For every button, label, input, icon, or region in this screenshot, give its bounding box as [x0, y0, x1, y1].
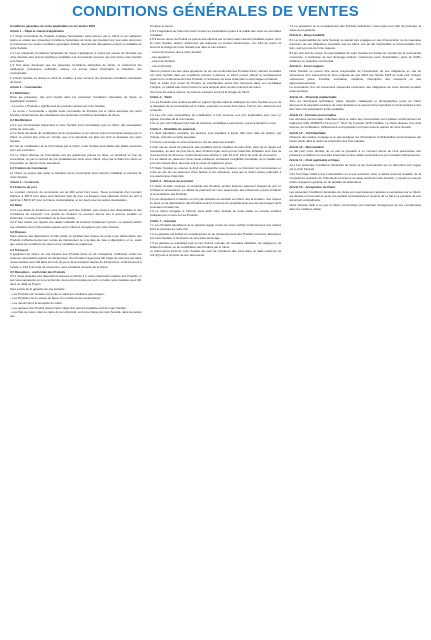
paragraph: – Le terme « Commande » signifie toute commande de Produits par le Client acceptée par notre Société conformément aux stipulations des présentes Conditions Générales de Vente. [10, 108, 142, 117]
section-heading: Article 15 – Acceptation du Client [289, 185, 336, 190]
paragraph: 3.2.1 Les délais de livraison ne sont donnés qu'à titre indicatif, sous réserve des disponibilités et des contraintes de transport. Les retards de livraison ne peuvent donner lieu à aucune pénalité ou indemnité, ni motiver l'annulation de la Commande. [10, 207, 142, 220]
section-heading: 3.1 Francos de port [10, 185, 37, 190]
paragraph: – Les Produits mis en œuvre de façon non conforme aux prescriptions ; [10, 296, 102, 301]
paragraph: 4.3 Les prix sont indiqués hors frais de transport, emballage et assurance, qui sont facturés en sus. [149, 121, 277, 126]
paragraph: 14.2 Tout litige relatif à leur interprétation ou à leur exécution sera, à défaut d'accord amiable, de la compétence exclusive du Tribunal de commerce du siège social de notre Société, y compris en cas de référé, d'appel en garantie ou de pluralité de défendeurs. [289, 171, 421, 184]
section-heading: Article 8 – Responsabilité [289, 33, 325, 38]
section-heading: Article 6 – Réserve de propriété [149, 179, 194, 184]
paragraph: 5.2 Aucun escompte ne sera consenti en cas de paiement anticipé. [149, 139, 236, 144]
paragraph: 7.3 La garantie ne s'applique pas en cas d'usure normale, de mauvaise utilisation, de négligence, de défaut d'entretien ou de modification des Produits par le Client. [149, 240, 282, 249]
column-2 [150, 24, 282, 636]
section-heading: 3.3 Risques [10, 229, 27, 234]
paragraph: 1.3 Tout autre document que les présentes Conditions Générales de Vente, et notamment les catalogues, prospectus, publicités, notices, n'a qu'une valeur informative et indicative, non contractuelle. [10, 63, 142, 76]
paragraph: 8.1 La responsabilité de notre Société ne saurait être engagée en cas d'inexécution ou de mauvaise exécution de ses obligations imputable soit au Client, soit au fait imprévisible et insurmontable d'un tiers, soit à un cas de force majeure. [289, 37, 421, 51]
paragraph: – non-conformité. [149, 63, 173, 68]
text-columns [10, 24, 421, 636]
paragraph: – Les Produits non stockés sur le site ou dans les conditions préconisées ; [10, 291, 106, 296]
section-heading: 3.4 Transport [10, 247, 29, 252]
section-heading: Article 7 – Garantie [149, 218, 177, 223]
section-heading: 2.3 Création de Commande [10, 165, 48, 170]
section-heading: 2.1 Définitions [10, 90, 30, 95]
section-heading: Article 5 – Modalités de paiement [149, 126, 196, 131]
paragraph: 7.4 La réparation ou le remplacement des Produits défectueux n'aura pas pour effet de prolonger la durée de la garantie. [289, 24, 421, 33]
paragraph: D'origine et sauvé. [149, 24, 174, 28]
paragraph: – Les reprises d'un Produit doivent faire l'objet d'un accord préalable écrit de notre Société. [10, 305, 127, 310]
paragraph: Le Client devra informer notre Société par écrit de l'existence des vices dans un délai maximum de huit (8) jours à compter de leur découverte. [149, 249, 282, 258]
section-heading: Article 12 – Confidentialité [289, 130, 326, 135]
paragraph: – vice apparent ; [149, 54, 172, 59]
paragraph: 5.1 Sauf stipulation contraire, les factures sont payables à trente (30) jours date de facture, par chèque, virement ou traite acceptée. [149, 131, 282, 140]
section-heading: Article 9 – Force majeure [289, 63, 324, 68]
paragraph: – Le terme « Produits » signifie tous les produits vendus par notre Société. [10, 103, 106, 108]
section-heading: Article 13 – Renonciation [289, 144, 324, 149]
section-heading: 3.5 Réception – conformité des Produits [10, 269, 66, 274]
paragraph: 6.2 Les dispositions ci-dessus ne font pas obstacle au transfert au Client, dès la livraison, des risques de perte ou de détérioration des Produits soumis à réserve de propriété ainsi que des dommages qu'ils pourraient occasionner. [149, 196, 282, 209]
paragraph: 1.1 Toute Commande de Produits implique l'acceptation sans réserve par le Client et son adhésion pleine et entière aux présentes Conditions Générales de Vente qui prévalent sur tout autre document et notamment sur toutes conditions générales d'achat, sauf accord dérogatoire exprès et préalable de notre Société. [10, 33, 142, 51]
paragraph: 5.5 Notre Société se réserve le droit de suspendre toute livraison ou d'annuler les Commandes en cours en cas de non-paiement d'une facture à son échéance, sans que le Client puisse prétendre à une quelconque indemnité. [149, 165, 282, 179]
paragraph: 8.2 En tout état de cause, la responsabilité de notre Société est limitée au montant de la Commande concernée, à l'exclusion de tout dommage indirect, notamment perte d'exploitation, perte de chiffre d'affaires ou préjudice commercial. [289, 50, 421, 63]
paragraph: Le Client ne pourra pas céder le bénéfice d'une Commande sans l'accord préalable et express de notre Société. [10, 170, 142, 179]
paragraph: La survenance d'un tel événement suspendra l'exécution des obligations de notre Société pendant toute sa durée. [289, 85, 421, 94]
paragraph: 7.2 La garantie est limitée au remplacement ou au remboursement des Produits reconnus défectueux par notre Société, à l'exclusion de tout autre dommage. [149, 232, 282, 241]
paragraph: 2.2.1 Les Commandes transmises à notre Société sont irrévocables pour le Client, dès acceptation écrite de notre part. [10, 122, 142, 131]
effective-date-heading: Conditions générales de vente applicables au 1er janvier 2024 [10, 24, 96, 28]
paragraph: – erreur de livraison due à notre Société ; [149, 50, 203, 55]
paragraph: Notre Société ne pourra être tenue responsable de l'inexécution de ses obligations en cas de survenance d'un événement de force majeure tel que défini par l'article 1218 du code civil, incluant notamment grève, incendie, inondation, épidémie, interruption des transports ou des approvisionnements. [289, 68, 421, 85]
paragraph: En cas de modification de la Commande par le Client, notre Société sera déliée des délais convenus pour son exécution. [10, 143, 142, 152]
paragraph: Dans le cadre d'un retour de Produit, la marchandise devra être retournée dans son emballage d'origine, en parfait état. Aucun retour ne sera accepté sans numéro d'accord de retour. [149, 81, 282, 90]
paragraph: Les présentes Conditions Générales de Vente sont expressément agréées et acceptées par le Client, qui déclare et reconnaît en avoir une parfaite connaissance et renonce de ce fait à se prévaloir de tout document contradictoire. [289, 189, 421, 202]
section-heading: Article 11 – Données personnelles [289, 112, 337, 117]
paragraph: 1.4 Notre Société se réserve le droit de modifier, à tout moment, les présentes Conditions Générales de Vente. [10, 76, 142, 85]
paragraph: – Les retours fait à la demande du Client ; [10, 301, 64, 306]
column-1 [10, 24, 142, 636]
paragraph: 4.1 Les Produits sont vendus au tarif en vigueur figurant dans le catalogue de notre Société au jour de la passation de la Commande par le Client, exprimés en euros hors taxes, TVA en sus, départ de nos entrepôts. [149, 99, 282, 113]
paragraph: Le fait pour notre Société de ne pas se prévaloir à un moment donné de l'une quelconque des présentes conditions ne peut être interprété comme valant renonciation à s'en prévaloir ultérieurement. [289, 149, 421, 158]
paragraph: Dans les présentes, tels qu'il résulte dans les présentes Conditions Générales de Vente, la signification suivante : [10, 95, 142, 104]
paragraph: Tous les documents techniques, plans, dessins, catalogues et photographies remis au Client demeurent la propriété exclusive de notre Société et ne peuvent être reproduits ni communiqués à des tiers sans son autorisation écrite préalable. [289, 99, 421, 112]
paragraph: 14.1 Les présentes Conditions Générales de Vente et les Commandes qui en découlent sont régies par le droit français. [289, 163, 421, 172]
paragraph: – Les frais de retour, dans le cadre de la conformité, sont à la charge de notre Société, dans les autres cas. [10, 310, 142, 319]
paragraph: 4.2 Les prix sont susceptibles de modification à tout moment. Les prix applicables sont ceux en vigueur à la date de la Commande. [149, 112, 282, 121]
page-title: CONDITIONS GÉNÉRALES DE VENTES [72, 3, 359, 20]
paragraph: 6.3 Le Client s'engage à informer sans délai notre Société de toute saisie ou mesure similaire pratiquée par un tiers sur les Produits. [149, 209, 282, 218]
paragraph: 3.2.2 Tout retard, par rapport aux délais indicatifs de livraison initialement prévus, ne saurait justifier une résiliation de la Commande passée par le Client et enregistrée par notre Société. [10, 220, 142, 229]
paragraph: 1.2 Les présentes Conditions Générales de Vente s'appliquent à toutes les ventes de Produits par notre Société sauf accord spécifique préalable à la Commande convenu par écrit entre notre Société et le Client. [10, 50, 142, 63]
paragraph: Pour tous les autres retours, les frais de transport seront à la charge du Client. [149, 90, 250, 95]
section-heading: 3.2 Délai [10, 203, 22, 208]
paragraph: 3.5.3 Aucun retour de Produit ne pourra être effectué par le Client sans l'accord préalable exprès, écrit, de notre Société, obtenu notamment par télécopie ou courrier électronique. Les frais de retour ne seront à la charge de notre Société que dans le cas suivant : [149, 37, 282, 50]
paragraph: 3.5.1 Sans préjudice des dispositions prévues à l'article 3.4, toute réclamation relative aux Produits, ni aux vices apparents ou non-conformité, devra être formulée par écrit, en lettre recommandée avec AR, dans un délai de 8 jours. [10, 274, 142, 287]
section-heading: Article 4 – Tarifs [149, 95, 172, 100]
paragraph: Sont exclus de la garantie les cas suivants : [10, 287, 67, 292]
paragraph: Notre Société veille à ce que le Client communique tout éventuel changement de ses coordonnées dans les meilleurs délais. [289, 202, 421, 211]
paragraph: 5.4 Le défaut de paiement d'une seule échéance entraînera l'exigibilité immédiate de la totalité des sommes restant dues, quel que soit le mode de règlement prévu. [149, 157, 282, 166]
paragraph: 5.3 En cas de retard de paiement, des pénalités seront exigibles de plein droit, sans qu'un rappel soit nécessaire, au taux de trois fois le taux d'intérêt légal, ainsi qu'une indemnité forfaitaire pour frais de recouvrement de 40 euros, conformément aux articles L. 441-10 et D. 441-5 du code de commerce. [149, 144, 282, 157]
paragraph: Dans le présent cas des vices apparents ou de non-conformité des Produits livrés, dûment constatés par notre Société dans les conditions prévues ci-dessus, le Client pourra obtenir le remplacement gratuit ou le remboursement des Produits, à l'exclusion de toute indemnité ou dommages et intérêts. [149, 68, 282, 81]
paragraph: 2.2.2 Toute demande de modification de la composition ou du volume d'une Commande passée par un Client ne pourra être prise en compte que si la demande est faite par écrit et acceptée par notre Société. [10, 131, 142, 144]
paragraph: 6.1 Notre Société conserve la propriété des Produits vendus jusqu'au paiement intégral du prix en principal et accessoires. Le défaut de paiement de l'une quelconque des échéances pourra entraîner la revendication des Produits. [149, 183, 282, 197]
section-heading: Article 14 – Droit applicable et litiges [289, 158, 340, 163]
paragraph: Les données personnelles collectées dans le cadre des Commandes sont traitées conformément au règlement (UE) 2016/679 et à la loi n° 78-17 du 6 janvier 1978 modifiée. Le Client dispose d'un droit d'accès, de rectification, d'effacement et d'opposition qu'il peut exercer auprès de notre Société. [289, 117, 421, 130]
paragraph: – erreur de livraison [149, 59, 176, 64]
paragraph: 3.5.2 Il appartient au Client de fournir toutes les justifications quant à la réalité des vices ou anomalies constatés. [149, 28, 282, 37]
section-heading: 2.2 Modification [10, 117, 32, 122]
section-heading: Article 2 – Commandes [10, 85, 42, 90]
paragraph: Sous réserve des dispositions d'ordre public, le transfert des risques de perte et de détérioration des Produits s'effectuera dès leur remise au transporteur ou à la date de mise à disposition, et ce, quels que soient les conditions de vente et les modalités de règlement. [10, 234, 142, 247]
section-heading: Article 1 – Objet et champ d'application [10, 29, 65, 34]
section-heading: Article 10 – Propriété intellectuelle [289, 94, 337, 99]
column-3 [289, 24, 421, 636]
paragraph: 2.3 Le Client effectue sa Commande soit via plateforme prévue en ligne, en émettant un bon de commande, ou par un accord de prix préalablement émis via le Client, et/ou par le biais d'un devis ou proposition en rapport d'une assurance. [10, 152, 142, 165]
paragraph: 7.1 Les Produits bénéficient de la garantie légale contre les vices cachés conformément aux articles 1641 et suivants du code civil. [149, 223, 282, 232]
paragraph: Chacune des parties s'engage à ne pas divulguer les informations confidentielles communiquées par l'autre partie dans le cadre de l'exécution des Commandes. [289, 135, 421, 144]
paragraph: Le montant minimum de commande est de 400 euros hors taxes. Toute commande d'un montant inférieur à 400 € hors taxes sera facturée frais de port. La livraison sera effectuée franco de port à partir de 1 500 € HT pour la France métropolitaine, et sur devis pour les autres destinations. [10, 189, 142, 202]
section-heading: Article 3 – Livraisons [10, 179, 40, 184]
paragraph: Il appartient au Client, en cas d'avarie des Produits livrés ou de manquants, d'effectuer toutes les réserves nécessaires auprès du transporteur. Tout Produit n'ayant pas fait l'objet de réserves par lettre recommandée avec AR dans les trois (3) jours de la réception auprès du transporteur, conformément à l'article L. 133-3 du code de commerce, sera considéré accepté par le Client. [10, 252, 142, 269]
